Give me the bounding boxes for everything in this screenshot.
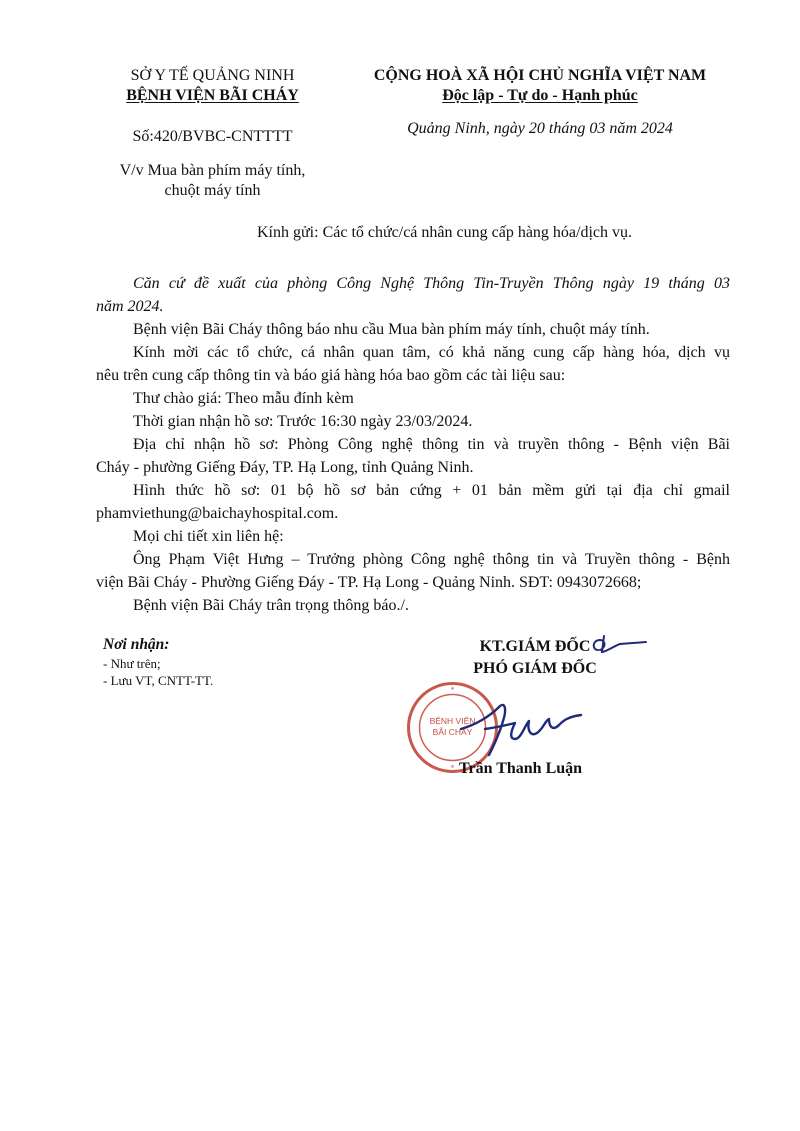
recipients-block (103, 636, 213, 689)
need-paragraph: Bệnh viện Bãi Cháy thông báo nhu cầu Mua bàn phím máy tính, chuột máy tính. (133, 321, 650, 338)
closing-line: Bệnh viện Bãi Cháy trân trọng thông báo./. (133, 597, 409, 614)
deadline-line: Thời gian nhận hồ sơ: Trước 16:30 ngày 23/03/2024. (133, 413, 473, 430)
contact-line-2: viện Bãi Cháy - Phường Giếng Đáy - TP. Hạ Long - Quảng Ninh. SĐT: 0943072668; (96, 574, 642, 591)
format-line-2: phamviethung@baichayhospital.com. (96, 505, 339, 522)
subject-line-2: chuột máy tính (164, 182, 261, 199)
addressee: Kính gửi: Các tổ chức/cá nhân cung cấp hàng hóa/dịch vụ. (257, 224, 633, 241)
svg-text:★: ★ (450, 764, 455, 770)
recipients-title: Nơi nhận: (103, 636, 170, 653)
initial-mark-icon (590, 632, 648, 658)
document-body (96, 272, 730, 617)
seal-text-line-2: BÃI CHÁY (432, 727, 473, 737)
hospital-name: BỆNH VIỆN BÃI CHÁY (126, 87, 299, 104)
signer-name: Trần Thanh Luận (459, 760, 583, 777)
on-behalf-title: KT.GIÁM ĐỐC (479, 638, 591, 655)
recipient-item: - Lưu VT, CNTT-TT. (103, 673, 214, 688)
subject-line-1: V/v Mua bàn phím máy tính, (119, 162, 306, 179)
address-line-1: Địa chỉ nhận hồ sơ: Phòng Công nghệ thông tin và truyền thông - Bệnh viện Bãi (133, 436, 730, 453)
agency-name: SỞ Y TẾ QUẢNG NINH (130, 67, 295, 84)
invite-line-1: Kính mời các tổ chức, cá nhân quan tâm, có khả năng cung cấp hàng hóa, dịch vụ (133, 344, 730, 361)
address-line-2: Cháy - phường Giếng Đáy, TP. Hạ Long, tỉnh Quảng Ninh. (96, 459, 474, 476)
national-motto: Độc lập - Tự do - Hạnh phúc (442, 87, 638, 104)
nation-title: CỘNG HOÀ XÃ HỘI CHỦ NGHĨA VIỆT NAM (373, 67, 707, 84)
seal-text-line-1: BỆNH VIỆN (429, 716, 476, 726)
svg-text:★: ★ (450, 686, 455, 692)
place-date: Quảng Ninh, ngày 20 tháng 03 năm 2024 (407, 120, 673, 137)
recipient-item: - Như trên; (103, 656, 161, 671)
document-number: Số:420/BVBC-CNTTTT (132, 128, 293, 145)
contact-line-1: Ông Phạm Việt Hưng – Trưởng phòng Công nghệ thông tin và Truyền thông - Bệnh (133, 551, 730, 568)
invite-line-2: nêu trên cung cấp thông tin và báo giá hàng hóa bao gồm các tài liệu sau: (96, 367, 566, 384)
format-line-1: Hình thức hồ sơ: 01 bộ hồ sơ bản cứng + 01 bản mềm gửi tại địa chỉ gmail (133, 482, 730, 499)
contact-intro: Mọi chi tiết xin liên hệ: (133, 528, 284, 545)
handwritten-signature-icon (455, 695, 595, 765)
left-header (95, 66, 330, 201)
basis-line-1: Căn cứ đề xuất của phòng Công Nghệ Thông Tin-Truyền Thông ngày 19 tháng 03 (133, 275, 730, 292)
right-header (335, 66, 745, 139)
basis-line-2: năm 2024. (96, 298, 164, 315)
signer-title: PHÓ GIÁM ĐỐC (473, 660, 597, 677)
quote-letter-line: Thư chào giá: Theo mẫu đính kèm (133, 390, 354, 407)
